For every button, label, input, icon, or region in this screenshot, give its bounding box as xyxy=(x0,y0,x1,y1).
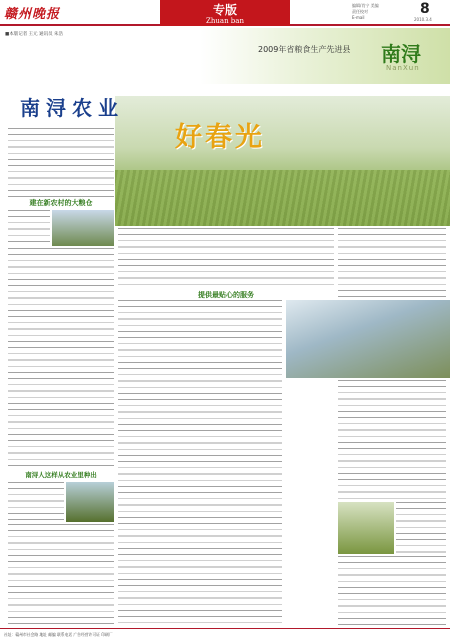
inline-photo-1 xyxy=(52,210,114,246)
article-title: 南浔农业 xyxy=(20,96,124,120)
column-left-bottom xyxy=(8,524,114,624)
column-right-bottom xyxy=(338,556,446,626)
column-left-body xyxy=(8,248,114,468)
section-badge xyxy=(160,0,290,26)
byline: ■本版记者 王元 通讯员 朱浩 xyxy=(5,32,64,37)
subhead-3: 南浔人这样从农业里种出 xyxy=(25,471,97,479)
subhead-1: 建在新农村的大粮仓 xyxy=(29,199,93,207)
column-left-lower xyxy=(8,482,64,522)
column-mid-top xyxy=(118,228,334,288)
inline-photo-2 xyxy=(286,300,450,378)
meta-line: 编辑/肖宁 美编 xyxy=(352,3,379,8)
column-right-lower xyxy=(396,502,446,554)
newspaper-logo: 赣州晚报 xyxy=(4,7,61,22)
banner-subtitle: 2009年省粮食生产先进县 xyxy=(258,45,351,54)
column-mid-body xyxy=(118,300,282,626)
banner-title: 南浔 xyxy=(381,42,421,66)
column-right-body xyxy=(338,380,446,500)
issue-date: 2010.3.4 xyxy=(414,17,432,22)
photo-headline: 好春光 xyxy=(175,122,265,153)
inline-photo-3 xyxy=(66,482,114,522)
column-right-top xyxy=(338,228,446,298)
page-footer: 社址：赣州市社会路 地址 邮编 联系电话 广告经营许可证 印刷厂 xyxy=(0,628,450,640)
meta-line: E-mail xyxy=(352,15,365,20)
page-number: 8 xyxy=(420,1,430,17)
subhead-2: 提供最贴心的服务 xyxy=(198,291,254,299)
section-title: 专版 xyxy=(212,3,237,17)
issue-meta xyxy=(352,3,379,21)
meta-line: 责任校对 xyxy=(352,9,368,14)
masthead xyxy=(0,0,450,26)
column-left-top xyxy=(8,128,114,198)
column-left-mid xyxy=(8,210,50,246)
section-subtitle: Zhuan ban xyxy=(206,17,244,25)
banner-english: NanXun xyxy=(386,64,420,72)
hero-photo-field xyxy=(115,170,450,226)
inline-photo-4 xyxy=(338,502,394,554)
